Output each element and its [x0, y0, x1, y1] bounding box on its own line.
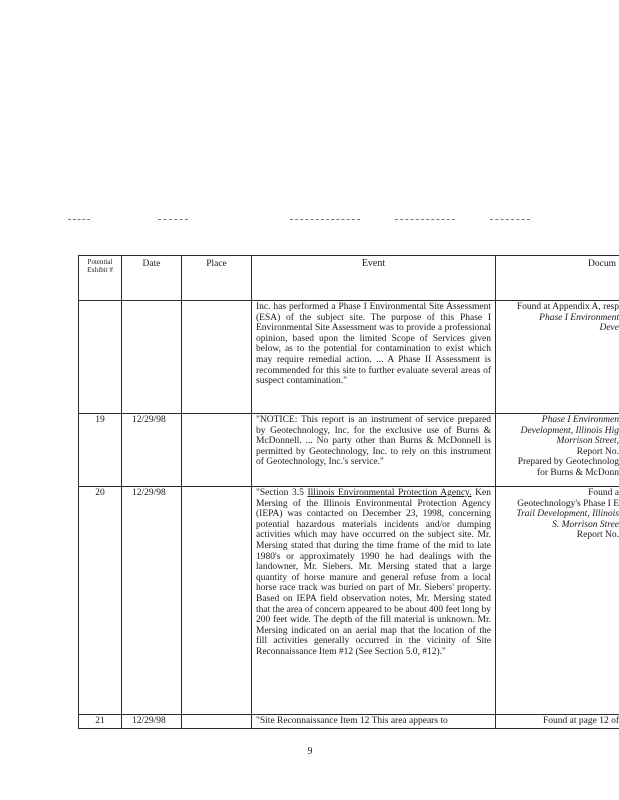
document-line: Trail Development, Illinois — [516, 509, 619, 520]
scan-artifact-line — [158, 219, 188, 220]
place-cell — [182, 414, 252, 487]
header-event: Event — [252, 256, 496, 301]
document-line: Deve — [599, 323, 619, 334]
table-row — [79, 414, 619, 487]
exhibit-cell: 20 — [79, 487, 122, 715]
scan-artifact-line — [290, 219, 360, 220]
date-cell: 12/29/98 — [122, 414, 182, 487]
document-line: Development, Illinois Hig — [520, 425, 619, 436]
page-number: 9 — [307, 746, 313, 757]
event-text-body: Ken Mersing of the Illinois Environmental Protection Agency (IEPA) was contacted on December 23, 1998, concerning potential hazardous materials incidents and/or dumping activities which may have occurred on the subject site. Mr. Mersing stated that during the time frame of the mid to late 1980's or approximately 1990 he had dealings with the landowner, Mr. Siebers. Mr. Mersing stated that a large quantity of horse manure and general refuse from a local horse race track was buried on part of Mr. Siebers' property. Based on IEPA field observation notes, Mr. Mersing stated that the area of concern appeared to be about 400 feet long by 200 feet wide. The depth of the fill material is unknown. Mr. Mersing indicated on an aerial map that the location of the fill activities generally occurred in the vicinity of Site Reconnaissance Item #12 (See Section 5.0, #12)." — [256, 488, 492, 657]
date-cell: 12/29/98 — [122, 715, 182, 729]
event-cell: "Site Reconnaissance Item 12 This area appears to — [252, 715, 496, 729]
document-line: S. Morrison Stree — [552, 519, 619, 530]
event-cell: "NOTICE: This report is an instrument of service prepared by Geotechnology, Inc. for the exclusive use of Burns & McDonnell. ... No party other than Burns & McDonnell is permitted by Geotechnology, Inc. to rely on this instrument of Geotechnology, Inc.'s service." — [252, 414, 496, 487]
document-cell — [496, 715, 619, 729]
table-row — [79, 487, 619, 715]
document-cell — [496, 487, 619, 715]
place-cell — [182, 301, 252, 414]
table-row — [79, 301, 619, 414]
date-cell — [122, 301, 182, 414]
header-date: Date — [122, 256, 182, 301]
event-text-prefix: "Section 3.5 — [256, 488, 308, 498]
header-document: Docum — [496, 256, 619, 301]
document-line: Found at page 12 of — [543, 716, 619, 726]
scan-artifact-line — [395, 219, 455, 220]
event-section-heading: Illinois Environmental Protection Agency. — [307, 488, 472, 498]
chronology-table — [78, 255, 619, 729]
table-row — [79, 715, 619, 729]
place-cell — [182, 715, 252, 729]
event-cell: Inc. has performed a Phase I Environmental Site Assessment (ESA) of the subject site. The purpose of this Phase I Environmental Site Assessment was to provide a professional opinion, based upon the limited Scope of Services given below, as to the potential for contamination to exist which may require remedial action. ... A Phase II Assessment is recommended for this site to further evaluate several areas of suspect contamination." — [252, 301, 496, 414]
event-cell — [252, 487, 496, 715]
header-place: Place — [182, 256, 252, 301]
document-line: Morrison Street, — [556, 436, 619, 447]
document-line: Prepared by Geotechnolog — [517, 457, 619, 468]
exhibit-cell — [79, 301, 122, 414]
document-line: Geotechnology's Phase I E — [517, 498, 619, 509]
scan-artifact-line — [68, 219, 90, 220]
document-line: Report No. — [576, 530, 619, 541]
document-cell — [496, 414, 619, 487]
exhibit-cell: 19 — [79, 414, 122, 487]
document-line: Found a — [588, 488, 619, 498]
exhibit-cell: 21 — [79, 715, 122, 729]
document-line: Report No. — [576, 446, 619, 457]
document-line: Found at Appendix A, resp — [516, 302, 619, 312]
place-cell — [182, 487, 252, 715]
document-line: for Burns & McDonn — [536, 467, 619, 478]
document-cell — [496, 301, 619, 414]
header-exhibit: Potential Exhibit # — [79, 256, 122, 301]
scan-artifact-line — [490, 219, 530, 220]
table-header-row — [79, 256, 619, 301]
document-line: Phase I Environmen — [541, 415, 619, 425]
date-cell: 12/29/98 — [122, 487, 182, 715]
document-line: Phase I Environment — [539, 312, 619, 323]
